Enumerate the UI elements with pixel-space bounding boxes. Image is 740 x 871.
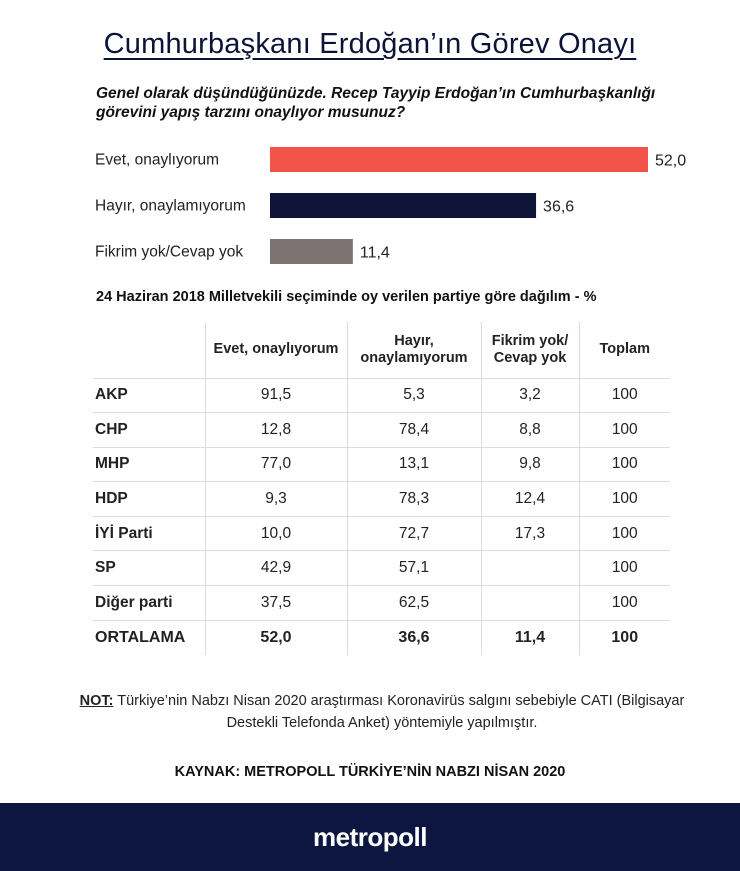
cell-fikrim: 17,3 xyxy=(481,516,579,551)
cell-hayir: 78,4 xyxy=(347,413,481,448)
party-name: MHP xyxy=(93,447,205,482)
average-evet: 52,0 xyxy=(205,620,347,655)
cell-evet: 10,0 xyxy=(205,516,347,551)
party-name: HDP xyxy=(93,482,205,517)
header-evet: Evet, onaylıyorum xyxy=(205,322,347,378)
cell-evet: 91,5 xyxy=(205,378,347,413)
cell-toplam: 100 xyxy=(579,378,670,413)
table-row xyxy=(93,378,670,413)
cell-fikrim: 8,8 xyxy=(481,413,579,448)
party-name: AKP xyxy=(93,378,205,413)
bar-value-label: 52,0 xyxy=(655,152,687,170)
footer-bar xyxy=(0,803,740,871)
bar-category-label: Fikrim yok/Cevap yok xyxy=(95,243,244,261)
approval-bar-chart xyxy=(0,130,740,270)
table-row xyxy=(93,482,670,517)
table-row xyxy=(93,551,670,586)
table-row xyxy=(93,413,670,448)
bar xyxy=(270,193,536,218)
table-row xyxy=(93,516,670,551)
cell-hayir: 72,7 xyxy=(347,516,481,551)
bar-value-label: 36,6 xyxy=(543,198,575,216)
party-name: İYİ Parti xyxy=(93,516,205,551)
bar-category-label: Hayır, onaylamıyorum xyxy=(95,197,246,215)
cell-hayir: 62,5 xyxy=(347,586,481,621)
table-subtitle: 24 Haziran 2018 Milletvekili seçiminde oy verilen partiye göre dağılım - % xyxy=(96,289,597,305)
cell-toplam: 100 xyxy=(579,551,670,586)
cell-toplam: 100 xyxy=(579,586,670,621)
cell-evet: 42,9 xyxy=(205,551,347,586)
average-label: ORTALAMA xyxy=(93,620,205,655)
cell-fikrim xyxy=(481,586,579,621)
cell-evet: 77,0 xyxy=(205,447,347,482)
bar-value-label: 11,4 xyxy=(359,244,390,262)
cell-evet: 37,5 xyxy=(205,586,347,621)
cell-fikrim: 12,4 xyxy=(481,482,579,517)
average-toplam: 100 xyxy=(579,620,670,655)
bar xyxy=(270,147,648,172)
cell-hayir: 13,1 xyxy=(347,447,481,482)
header-fikrim: Fikrim yok/ Cevap yok xyxy=(481,322,579,378)
bar-category-label: Evet, onaylıyorum xyxy=(95,151,220,169)
survey-question: Genel olarak düşündüğünüzde. Recep Tayyip Erdoğan’ın Cumhurbaşkanlığı görevini yapış tarzını onaylıyor musunuz? xyxy=(96,85,656,121)
cell-evet: 12,8 xyxy=(205,413,347,448)
cell-toplam: 100 xyxy=(579,516,670,551)
party-name: SP xyxy=(93,551,205,586)
cell-fikrim: 3,2 xyxy=(481,378,579,413)
metropoll-logo: metropoll xyxy=(313,822,427,852)
header-hayir: Hayır, onaylamıyorum xyxy=(347,322,481,378)
cell-toplam: 100 xyxy=(579,413,670,448)
cell-toplam: 100 xyxy=(579,482,670,517)
average-row xyxy=(93,620,670,655)
table-row xyxy=(93,447,670,482)
note-label: NOT: xyxy=(79,693,114,709)
cell-toplam: 100 xyxy=(579,447,670,482)
methodology-note xyxy=(72,690,692,734)
average-fikrim: 11,4 xyxy=(481,620,579,655)
party-name: Diğer parti xyxy=(93,586,205,621)
bar xyxy=(270,239,353,264)
header-toplam: Toplam xyxy=(579,322,670,378)
cell-hayir: 78,3 xyxy=(347,482,481,517)
table-header-row xyxy=(93,322,670,378)
party-breakdown-table xyxy=(93,322,670,655)
average-hayir: 36,6 xyxy=(347,620,481,655)
cell-fikrim: 9,8 xyxy=(481,447,579,482)
note-text: Türkiye’nin Nabzı Nisan 2020 araştırması Koronavirüs salgını sebebiyle CATI (Bilgisayar Destekli Telefonda Anket) yöntemiyle yapılmıştır. xyxy=(113,693,685,731)
cell-hayir: 57,1 xyxy=(347,551,481,586)
cell-fikrim xyxy=(481,551,579,586)
header-party xyxy=(93,322,205,378)
cell-evet: 9,3 xyxy=(205,482,347,517)
source-credit: KAYNAK: METROPOLL TÜRKİYE’NİN NABZI NİSAN 2020 xyxy=(174,764,566,780)
party-name: CHP xyxy=(93,413,205,448)
page-title: Cumhurbaşkanı Erdoğan’ın Görev Onayı xyxy=(103,28,637,60)
cell-hayir: 5,3 xyxy=(347,378,481,413)
table-row xyxy=(93,586,670,621)
